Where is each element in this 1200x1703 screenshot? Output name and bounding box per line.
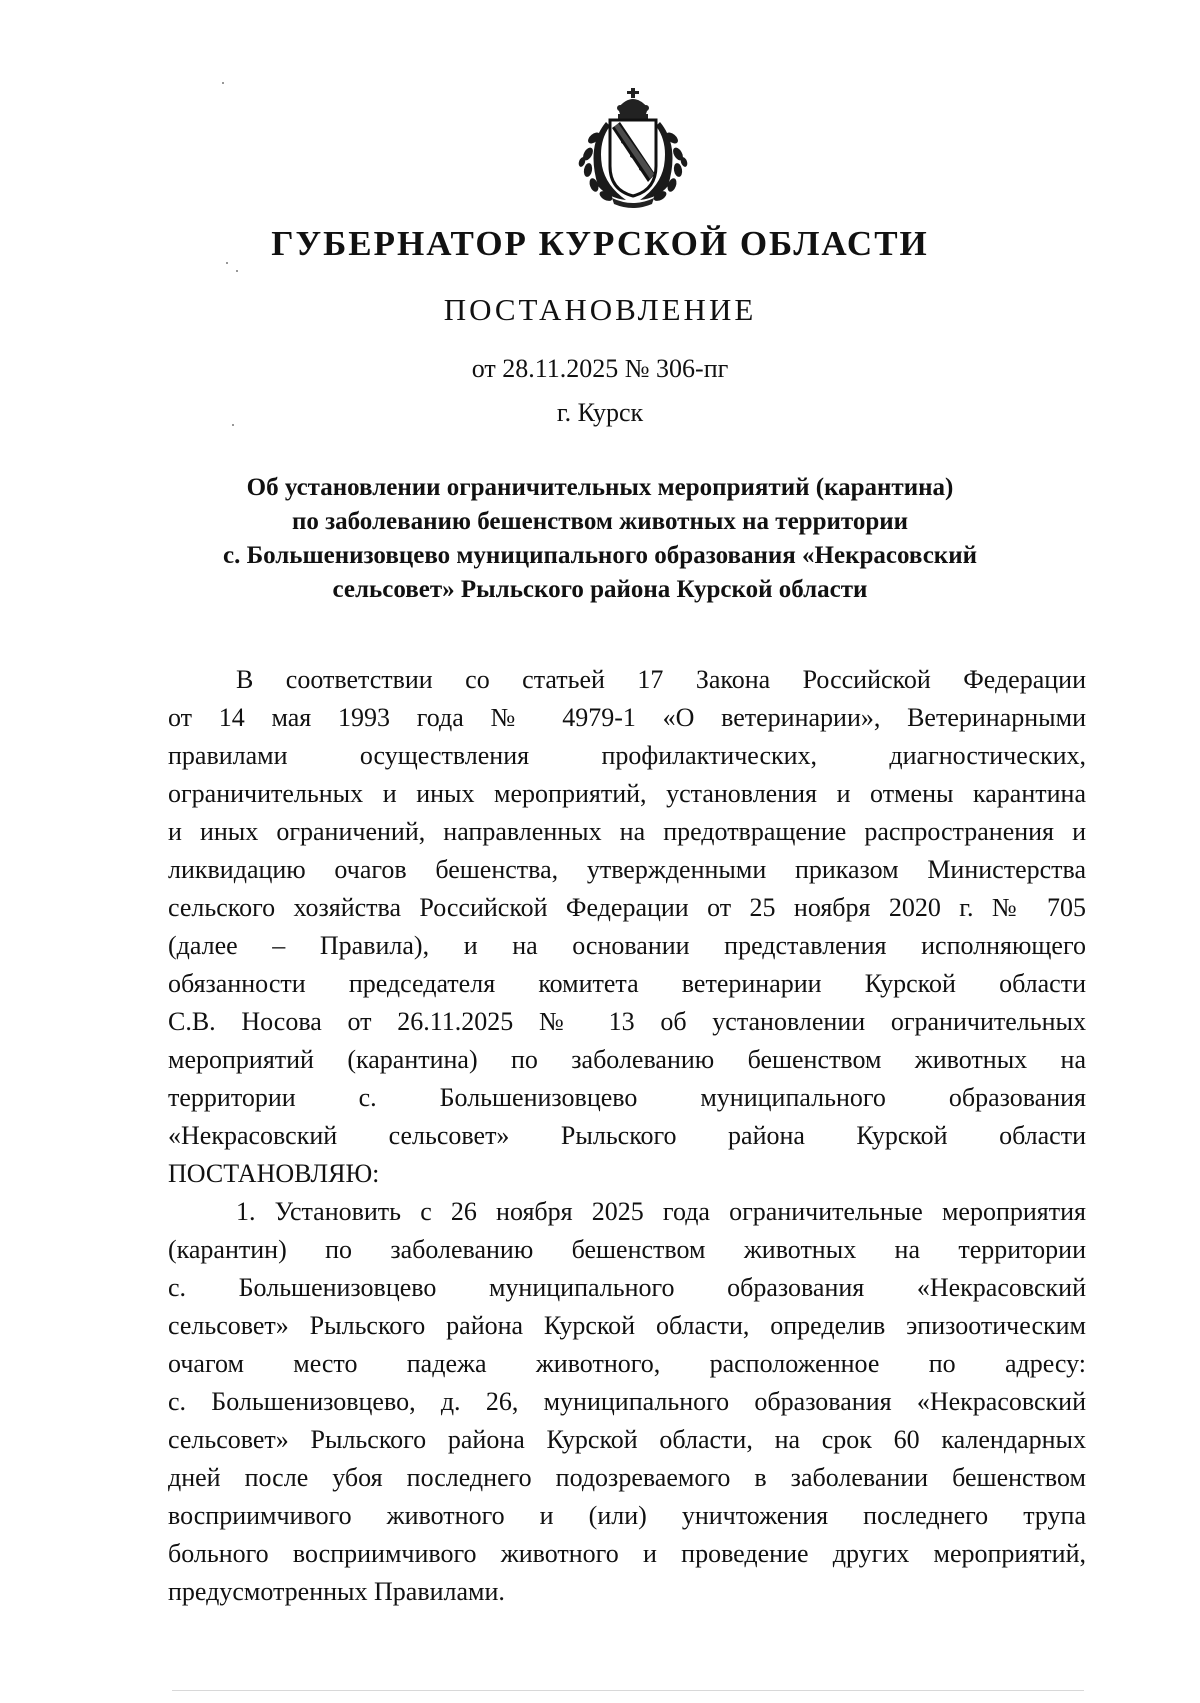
- scan-bottom-edge: [172, 1690, 1084, 1691]
- body-text-line: сельсовет» Рыльского района Курской области, на срок 60 календарных: [168, 1425, 1086, 1454]
- body-text-line: сельского хозяйства Российской Федерации от 25 ноября 2020 г. № 705: [168, 893, 1086, 922]
- body-text-line: с. Большенизовцево, д. 26, муниципального образования «Некрасовский: [168, 1387, 1086, 1416]
- body-text-line: С.В. Носова от 26.11.2025 № 13 об установлении ограничительных: [168, 1007, 1086, 1036]
- document-type-heading: ПОСТАНОВЛЕНИЕ: [443, 292, 757, 327]
- scan-speck: [232, 424, 234, 426]
- document-city: г. Курск: [556, 398, 644, 427]
- document-title-line: сельсовет» Рыльского района Курской области: [332, 576, 868, 603]
- body-text-line: ограничительных и иных мероприятий, установления и отмены карантина: [168, 779, 1086, 808]
- issuing-authority-heading: ГУБЕРНАТОР КУРСКОЙ ОБЛАСТИ: [271, 224, 929, 263]
- body-text-line: восприимчивого животного и (или) уничтожения последнего трупа: [168, 1501, 1086, 1530]
- document-date-number: от 28.11.2025 № 306-пг: [471, 354, 729, 383]
- body-text-line: от 14 мая 1993 года № 4979-1 «О ветеринарии», Ветеринарными: [168, 703, 1086, 732]
- body-text-line: с. Большенизовцево муниципального образования «Некрасовский: [168, 1273, 1086, 1302]
- body-text-line: больного восприимчивого животного и проведение других мероприятий,: [168, 1539, 1086, 1568]
- coat-of-arms-emblem: [568, 86, 698, 208]
- document-title-line: с. Большенизовцево муниципального образования «Некрасовский: [222, 542, 978, 569]
- body-text-line: ликвидацию очагов бешенства, утвержденными приказом Министерства: [168, 855, 1086, 884]
- body-text-line: территории с. Большенизовцево муниципального образования: [168, 1083, 1086, 1112]
- body-text-line: и иных ограничений, направленных на предотвращение распространения и: [168, 817, 1086, 846]
- scan-speck: [222, 82, 224, 84]
- body-text-line: мероприятий (карантина) по заболеванию бешенством животных на: [168, 1045, 1086, 1074]
- body-text-line: обязанности председателя комитета ветеринарии Курской области: [168, 969, 1086, 998]
- body-text-line: дней после убоя последнего подозреваемого в заболевании бешенством: [168, 1463, 1086, 1492]
- body-text-line: (далее – Правила), и на основании представления исполняющего: [168, 931, 1086, 960]
- body-text-line: предусмотренных Правилами.: [168, 1577, 505, 1606]
- document-title-line: Об установлении ограничительных мероприятий (карантина): [246, 474, 954, 501]
- body-text-line: правилами осуществления профилактических, диагностических,: [168, 741, 1086, 770]
- body-text-line: «Некрасовский сельсовет» Рыльского района Курской области: [168, 1121, 1086, 1150]
- body-text-line: сельсовет» Рыльского района Курской области, определив эпизоотическим: [168, 1311, 1086, 1340]
- body-text-line: 1. Установить с 26 ноября 2025 года ограничительные мероприятия: [236, 1197, 1086, 1226]
- resolution-keyword: ПОСТАНОВЛЯЮ:: [168, 1159, 380, 1188]
- body-text-line: В соответствии со статьей 17 Закона Российской Федерации: [236, 665, 1086, 694]
- scan-speck: [236, 270, 238, 272]
- scan-speck: [226, 262, 228, 264]
- document-title-line: по заболеванию бешенством животных на территории: [291, 508, 909, 535]
- body-text-line: (карантин) по заболеванию бешенством животных на территории: [168, 1235, 1086, 1264]
- body-text-line: очагом место падежа животного, расположенное по адресу:: [168, 1349, 1086, 1378]
